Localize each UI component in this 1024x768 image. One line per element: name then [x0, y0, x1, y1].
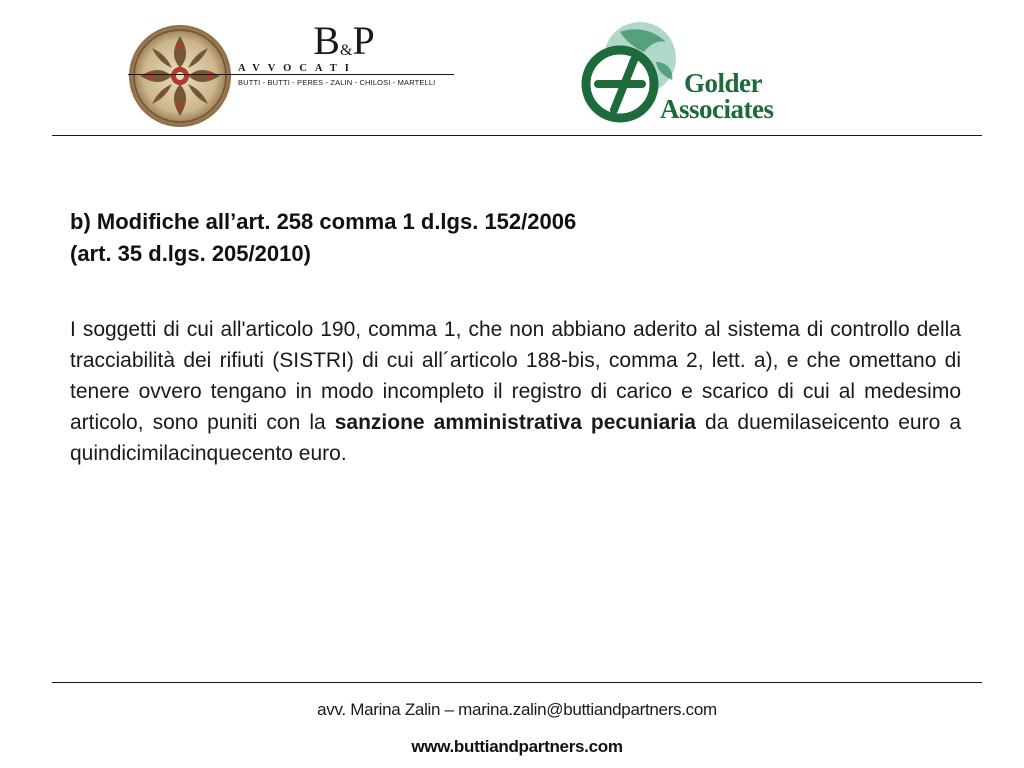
bp-logo-letters: B&P	[313, 18, 375, 63]
golder-logo-line2: Associates	[660, 94, 774, 124]
footer-contact: avv. Marina Zalin – marina.zalin@buttiandpartners.com	[317, 700, 717, 719]
bp-logo-partners: BUTTI - BUTTI - PERES - ZALIN - CHILOSI - MARTELLI	[238, 78, 436, 87]
slide-heading	[70, 206, 960, 270]
golder-logo-name	[660, 70, 820, 126]
bp-logo-ampersand: &	[339, 41, 353, 59]
paragraph-text-after: da duemilaseicento euro a quindicimilacinquecento euro.	[70, 411, 961, 465]
paragraph-text-before: I soggetti di cui all'articolo 190, comma 1, che non abbiano aderito al sistema di controllo della tracciabilità dei rifiuti (SISTRI) di cui all´articolo 188-bis, comma 2, lett. a), e che omettano di tenere ovvero tengano in modo incompleto il registro di carico e scarico di cui al medesimo articolo, sono puniti con la	[70, 318, 961, 434]
header-divider	[52, 135, 982, 136]
heading-line-1: b) Modifiche all’art. 258 comma 1 d.lgs. 152/2006	[70, 209, 577, 234]
paragraph-emphasis: sanzione amministrativa pecuniaria	[334, 411, 696, 434]
bp-logo-subtitle: AVVOCATI	[238, 63, 357, 74]
footer-divider	[52, 682, 982, 683]
body-paragraph	[70, 314, 961, 469]
footer-website-link[interactable]: www.buttiandpartners.com	[411, 737, 623, 756]
heading-line-2: (art. 35 d.lgs. 205/2010)	[70, 241, 311, 266]
bp-mosaic-emblem	[128, 24, 232, 128]
golder-logo-line1: Golder	[684, 68, 762, 98]
